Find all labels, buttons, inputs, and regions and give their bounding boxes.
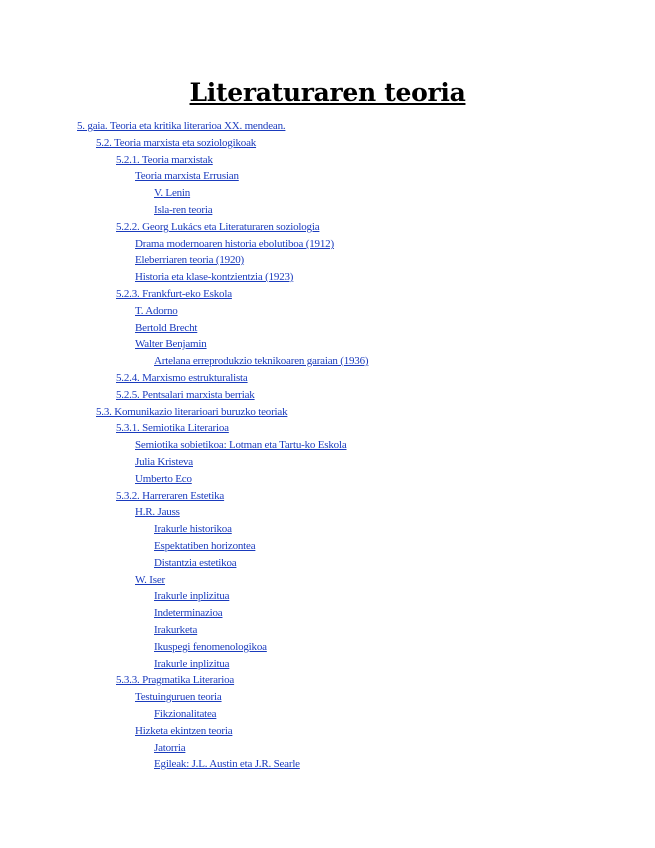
toc-item [154, 183, 190, 199]
toc-link[interactable]: Walter Benjamin [135, 338, 207, 350]
toc-item [116, 486, 224, 502]
toc-link[interactable]: 5.2.1. Teoria marxistak [116, 154, 213, 166]
toc-item [116, 418, 229, 434]
toc-item [77, 116, 285, 132]
toc-item [154, 200, 212, 216]
toc-link[interactable]: Teoria marxista Errusian [135, 170, 239, 182]
toc-link[interactable]: Historia eta klase-kontzientzia (1923) [135, 271, 294, 283]
toc-item [116, 217, 319, 233]
toc-link[interactable]: 5.2.2. Georg Lukács eta Literaturaren soziologia [116, 221, 320, 233]
toc-link[interactable]: Eleberriaren teoria (1920) [135, 254, 245, 266]
toc-link[interactable]: Hizketa ekintzen teoria [135, 725, 233, 737]
toc-item [154, 519, 232, 535]
toc-item [135, 570, 165, 586]
toc-link[interactable]: 5. gaia. Teoria eta kritika literarioa XX. mendean. [77, 120, 286, 132]
toc-link[interactable]: Fikzionalitatea [154, 708, 217, 720]
toc-link[interactable]: H.R. Jauss [135, 506, 180, 518]
toc-link[interactable]: Testuinguruen teoria [135, 691, 222, 703]
toc-link[interactable]: Distantzia estetikoa [154, 557, 237, 569]
toc-link[interactable]: Drama modernoaren historia ebolutiboa (1912) [135, 238, 334, 250]
toc-link[interactable]: 5.3. Komunikazio literarioari buruzko teoriak [96, 406, 288, 418]
toc-link[interactable]: W. Iser [135, 574, 165, 586]
toc-item [135, 267, 293, 283]
toc-item [154, 654, 229, 670]
toc-item [154, 553, 236, 569]
toc-item [154, 738, 185, 754]
toc-item [96, 133, 256, 149]
toc-item [154, 704, 216, 720]
toc-link[interactable]: 5.2.5. Pentsalari marxista berriak [116, 389, 255, 401]
toc-item [116, 670, 234, 686]
toc-link[interactable]: Jatorria [154, 742, 186, 754]
toc-item [116, 385, 255, 401]
toc-link[interactable]: 5.3.2. Harreraren Estetika [116, 490, 225, 502]
toc-item [135, 502, 180, 518]
toc-link[interactable]: Egileak: J.L. Austin eta J.R. Searle [154, 758, 300, 770]
toc-link[interactable]: 5.2.4. Marxismo estrukturalista [116, 372, 248, 384]
toc-link[interactable]: Julia Kristeva [135, 456, 193, 468]
toc-item [116, 150, 213, 166]
toc-item [135, 166, 239, 182]
toc-item [135, 452, 193, 468]
toc-link[interactable]: Irakurle inplizitua [154, 658, 230, 670]
toc-item [154, 620, 197, 636]
toc-link[interactable]: Espektatiben horizontea [154, 540, 256, 552]
toc-link[interactable]: Irakurle historikoa [154, 523, 232, 535]
toc-item [135, 250, 244, 266]
toc-link[interactable]: Umberto Eco [135, 473, 192, 485]
toc-item [154, 603, 222, 619]
toc-item [135, 234, 334, 250]
toc-link[interactable]: 5.3.3. Pragmatika Literarioa [116, 674, 235, 686]
toc-item [135, 435, 347, 451]
toc-link[interactable]: Indeterminazioa [154, 607, 223, 619]
toc-link[interactable]: 5.2.3. Frankfurt-eko Eskola [116, 288, 232, 300]
toc-link[interactable]: Bertold Brecht [135, 322, 198, 334]
toc-item [135, 687, 222, 703]
toc-link[interactable]: Irakurle inplizitua [154, 590, 230, 602]
toc-item [154, 637, 267, 653]
toc-item [135, 469, 192, 485]
toc-item [135, 301, 178, 317]
toc-item [116, 368, 248, 384]
toc-link[interactable]: 5.2. Teoria marxista eta soziologikoak [96, 137, 257, 149]
toc-item [154, 586, 229, 602]
toc-link[interactable]: 5.3.1. Semiotika Literarioa [116, 422, 229, 434]
toc-item [135, 318, 197, 334]
toc-link[interactable]: T. Adorno [135, 305, 178, 317]
toc-link[interactable]: Ikuspegi fenomenologikoa [154, 641, 267, 653]
toc-link[interactable]: Semiotika sobietikoa: Lotman eta Tartu-ko Eskola [135, 439, 347, 451]
toc-item [154, 351, 368, 367]
toc-link[interactable]: Isla-ren teoria [154, 204, 213, 216]
toc-item [135, 334, 207, 350]
toc-link[interactable]: Irakurketa [154, 624, 198, 636]
toc-item [135, 721, 232, 737]
document-title: Literaturaren teoria [189, 78, 466, 107]
toc-item [116, 284, 232, 300]
toc-item [154, 536, 255, 552]
toc-item [96, 402, 287, 418]
toc-item [154, 754, 300, 770]
toc-link[interactable]: V. Lenin [154, 187, 191, 199]
toc-link[interactable]: Artelana erreprodukzio teknikoaren garaian (1936) [154, 355, 369, 367]
